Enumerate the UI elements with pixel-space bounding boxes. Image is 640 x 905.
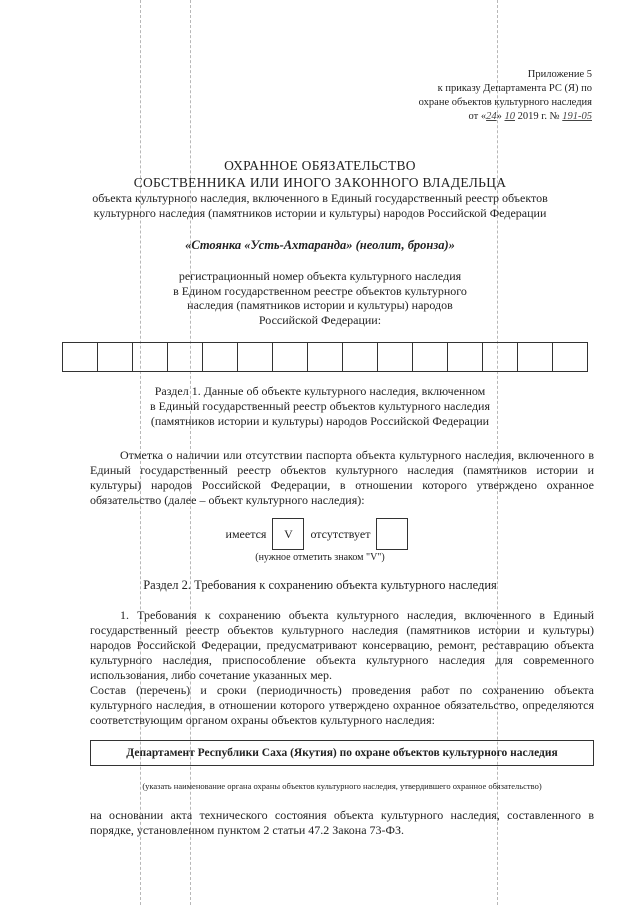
registration-digit-box[interactable] xyxy=(308,343,343,371)
title-line-2: СОБСТВЕННИКА ИЛИ ИНОГО ЗАКОННОГО ВЛАДЕЛЬЦА xyxy=(133,175,507,190)
requirements-paragraph-1: 1. Требования к сохранению объекта культурного наследия, включенного в Единый государственный реестр объектов культурного наследия (памятников истории и культуры) народов Российской Федерации, предусматривают консервацию, ремонт, реставрацию объекта культурного наследия, приспособление объекта культурного наследия для современного использования, либо сочетание указанных мер. xyxy=(90,608,594,682)
registration-digit-box[interactable] xyxy=(343,343,378,371)
registration-digit-box[interactable] xyxy=(273,343,308,371)
object-name: «Стоянка «Усть-Ахтаранда» (неолит, бронза)» xyxy=(185,238,455,252)
mark-note: (нужное отметить знаком "V") xyxy=(255,552,385,563)
registration-digit-box[interactable] xyxy=(518,343,553,371)
registration-digit-box[interactable] xyxy=(63,343,98,371)
section-2-heading: Раздел 2. Требования к сохранению объекта культурного наследия xyxy=(143,578,497,592)
registration-caption: регистрационный номер объекта культурного наследия в Едином государственном реестре объектов культурного наследия (памятников истории и культуры) народов Российской Федерации: xyxy=(173,269,467,327)
appendix-block xyxy=(419,68,592,124)
registration-digit-box[interactable] xyxy=(238,343,273,371)
registration-digit-box[interactable] xyxy=(203,343,238,371)
authority-note: (указать наименование органа охраны объектов культурного наследия, утвердившего охранное обязательство) xyxy=(142,781,542,791)
requirements-paragraph-2: Состав (перечень) и сроки (периодичность) проведения работ по сохранению объекта культурного наследия, в отношении которого утверждено охранное обязательство, определяются соответствующим органом охраны объектов культурного наследия: xyxy=(90,683,594,727)
registration-digit-box[interactable] xyxy=(448,343,483,371)
registration-digit-box[interactable] xyxy=(168,343,203,371)
appendix-line-2: к приказу Департамента РС (Я) по xyxy=(437,83,592,94)
absent-label: отсутствует xyxy=(310,526,371,541)
appendix-line-1: Приложение 5 xyxy=(527,69,592,80)
passport-mark-row xyxy=(0,518,640,550)
section-1-heading: Раздел 1. Данные об объекте культурного наследия, включенном в Единый государственный реестр объектов культурного наследия (памятников истории и культуры) народов Российской Федерации xyxy=(150,384,490,428)
requirements-block xyxy=(90,608,594,728)
registration-digit-box[interactable] xyxy=(553,343,587,371)
title-subtitle: объекта культурного наследия, включенного в Единый государственный реестр объектов культурного наследия (памятников истории и культуры) народов Российской Федерации xyxy=(92,191,548,220)
date-number: 191-05 xyxy=(562,111,592,122)
authority-name-box: Департамент Республики Саха (Якутия) по охране объектов культурного наследия xyxy=(90,740,594,766)
present-checkbox[interactable]: V xyxy=(272,518,304,550)
registration-number-boxes xyxy=(62,342,588,372)
registration-digit-box[interactable] xyxy=(483,343,518,371)
appendix-date: от «24» 10 2019 г. № 191-05 xyxy=(468,111,592,122)
present-label: имеется xyxy=(225,526,267,541)
basis-paragraph: на основании акта технического состояния объекта культурного наследия, составленного в порядке, установленном пунктом 2 статьи 47.2 Закона 73-ФЗ. xyxy=(90,808,594,837)
title-line-1: ОХРАННОЕ ОБЯЗАТЕЛЬСТВО xyxy=(224,158,416,173)
registration-digit-box[interactable] xyxy=(133,343,168,371)
registration-digit-box[interactable] xyxy=(413,343,448,371)
date-day: 24 xyxy=(486,111,497,122)
date-month: 10 xyxy=(504,111,515,122)
passport-paragraph: Отметка о наличии или отсутствии паспорта объекта культурного наследия, включенного в Единый государственный реестр объектов культурного наследия (памятников истории и культуры) народов Российской Федерации, в отношении которого утверждено охранное обязательство (далее – объект культурного наследия): xyxy=(90,448,594,507)
registration-digit-box[interactable] xyxy=(378,343,413,371)
registration-digit-box[interactable] xyxy=(98,343,133,371)
appendix-line-3: охране объектов культурного наследия xyxy=(418,97,592,108)
absent-checkbox[interactable] xyxy=(376,518,408,550)
